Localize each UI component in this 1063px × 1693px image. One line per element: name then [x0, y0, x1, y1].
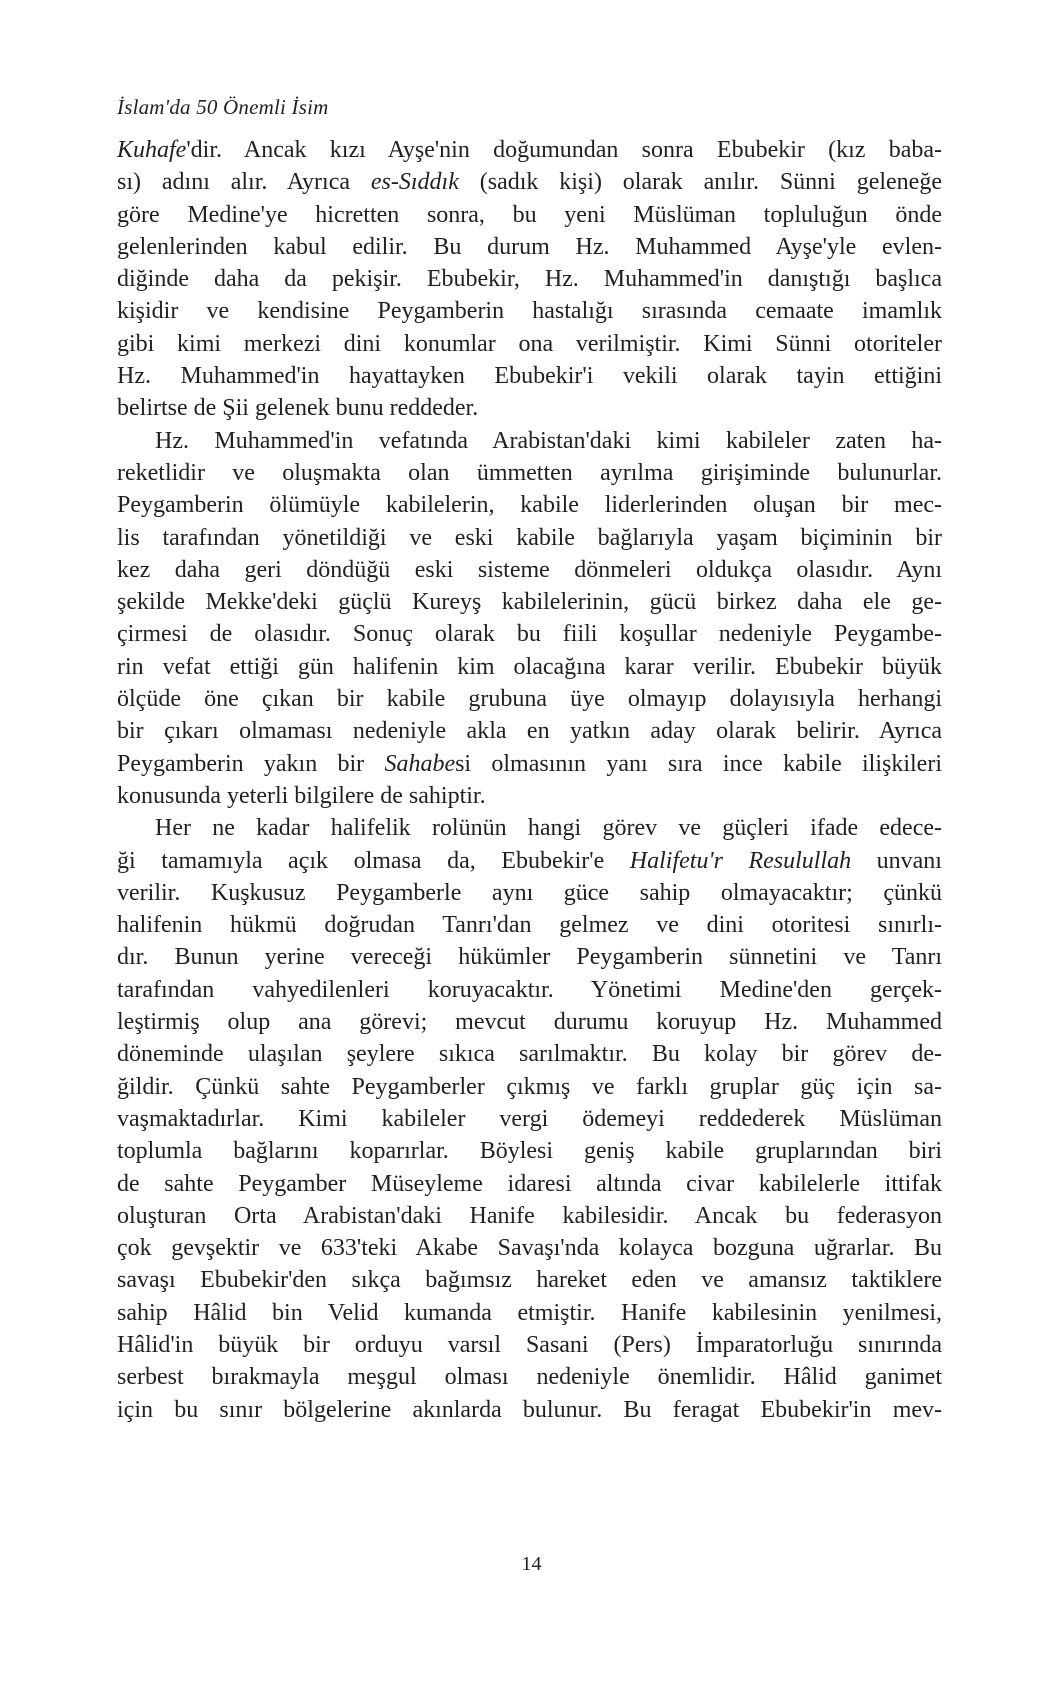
text-run: lis tarafından yönetildiği ve eski kabile bağlarıyla yaşam biçiminin bir	[117, 524, 942, 551]
text-line	[117, 425, 942, 457]
text-line	[117, 199, 942, 231]
text-run: şekilde Mekke'deki güçlü Kureyş kabilelerinin, gücü birkez daha ele ge-	[117, 589, 942, 616]
text-line	[117, 522, 942, 554]
text-run: belirtse de Şii gelenek bunu reddeder.	[117, 395, 479, 422]
text-run: Peygamberin ölümüyle kabilelerin, kabile liderlerinden oluşan bir mec-	[117, 492, 942, 519]
text-run: serbest bırakmayla meşgul olması nedeniyle önemlidir. Hâlid ganimet	[117, 1364, 942, 1391]
text-run: konusunda yeterli bilgilere de sahiptir.	[117, 782, 486, 809]
text-run: 'dir. Ancak kızı Ayşe'nin doğumundan sonra Ebubekir (kız baba-	[186, 137, 942, 163]
paragraph	[117, 812, 942, 1426]
text-run: ği tamamıyla açık olmasa da, Ebubekir'e	[117, 847, 630, 874]
text-run: halifenin hükmü doğrudan Tanrı'dan gelmez ve dini otoritesi sınırlı-	[117, 912, 942, 939]
text-line	[117, 812, 942, 844]
text-line	[117, 360, 942, 392]
text-line	[117, 231, 942, 263]
text-line	[117, 715, 942, 747]
text-run: döneminde ulaşılan şeylere sıkıca sarılmaktır. Bu kolay bir görev de-	[117, 1041, 942, 1068]
text-run: oluşturan Orta Arabistan'daki Hanife kabilesidir. Ancak bu federasyon	[117, 1202, 942, 1229]
text-run: Hz. Muhammed'in hayattayken Ebubekir'i vekili olarak tayin ettiğini	[117, 363, 942, 390]
text-run: sı) adını alır. Ayrıca	[117, 169, 371, 196]
text-line	[117, 845, 942, 877]
text-line	[117, 295, 942, 327]
text-line	[117, 1329, 942, 1361]
text-run: Peygamberin yakın bir	[117, 750, 385, 777]
paragraph	[117, 134, 942, 425]
text-line	[117, 1135, 942, 1167]
text-run: göre Medine'ye hicretten sonra, bu yeni Müslüman topluluğun önde	[117, 201, 942, 228]
text-run: vaşmaktadırlar. Kimi kabileler vergi ödemeyi reddederek Müslüman	[117, 1105, 942, 1132]
text-line	[117, 1361, 942, 1393]
body-text	[117, 134, 942, 1426]
text-line	[117, 1071, 942, 1103]
text-run: Hâlid'in büyük bir orduyu varsıl Sasani (Pers) İmparatorluğu sınırında	[117, 1331, 942, 1358]
text-line	[117, 1103, 942, 1135]
text-run: sahip Hâlid bin Velid kumanda etmiştir. Hanife kabilesinin yenilmesi,	[117, 1299, 942, 1326]
text-line	[117, 941, 942, 973]
text-run: ölçüde öne çıkan bir kabile grubuna üye olmayıp dolayısıyla herhangi	[117, 686, 942, 713]
text-line	[117, 166, 942, 198]
text-run: reketlidir ve oluşmakta olan ümmetten ayrılma girişiminde bulunurlar.	[117, 459, 942, 486]
text-line	[117, 1264, 942, 1296]
text-line	[117, 1038, 942, 1070]
text-run: (sadık kişi) olarak anılır. Sünni geleneğe	[458, 169, 942, 196]
text-line	[117, 909, 942, 941]
text-line	[117, 877, 942, 909]
text-run: rin vefat ettiği gün halifenin kim olacağına karar verilir. Ebubekir büyük	[117, 653, 942, 680]
text-line	[117, 1232, 942, 1264]
text-line	[117, 1168, 942, 1200]
paragraph	[117, 425, 942, 813]
text-run: kişidir ve kendisine Peygamberin hastalığı sırasında cemaate imamlık	[117, 298, 942, 325]
text-line	[117, 1297, 942, 1329]
text-line	[117, 457, 942, 489]
text-line	[117, 1200, 942, 1232]
text-line	[117, 554, 942, 586]
text-run: için bu sınır bölgelerine akınlarda bulunur. Bu feragat Ebubekir'in mev-	[117, 1396, 942, 1423]
text-line	[117, 586, 942, 618]
text-line	[117, 134, 942, 166]
text-run: unvanı	[851, 847, 942, 874]
italic-term: Halifetu'r Resulullah	[629, 847, 852, 874]
text-run: gelenlerinden kabul edilir. Bu durum Hz. Muhammed Ayşe'yle evlen-	[117, 233, 942, 260]
text-line	[117, 1006, 942, 1038]
text-line	[117, 489, 942, 521]
text-line	[117, 328, 942, 360]
text-run: tarafından vahyedilenleri koruyacaktır. Yönetimi Medine'den gerçek-	[117, 976, 942, 1003]
text-run: Her ne kadar halifelik rolünün hangi görev ve güçleri ifade edece-	[155, 815, 942, 842]
text-run: gibi kimi merkezi dini konumlar ona verilmiştir. Kimi Sünni otoriteler	[117, 330, 942, 357]
text-line	[117, 651, 942, 683]
text-run: bir çıkarı olmaması nedeniyle akla en yatkın aday olarak belirir. Ayrıca	[117, 718, 942, 745]
text-run: toplumla bağlarını koparırlar. Böylesi geniş kabile gruplarından biri	[117, 1138, 942, 1165]
text-run: kez daha geri döndüğü eski sisteme dönmeleri oldukça olasıdır. Aynı	[117, 556, 942, 583]
text-line	[117, 748, 942, 780]
italic-term: Sahabe	[384, 750, 456, 777]
text-line	[117, 392, 942, 424]
text-run: leştirmiş olup ana görevi; mevcut durumu koruyup Hz. Muhammed	[117, 1009, 942, 1036]
italic-term: es-Sıddık	[370, 169, 459, 196]
text-run: Hz. Muhammed'in vefatında Arabistan'daki kimi kabileler zaten ha-	[155, 427, 942, 454]
italic-term: Kuhafe	[117, 137, 187, 163]
text-run: si olmasının yanı sıra ince kabile ilişkileri	[455, 750, 942, 777]
text-line	[117, 618, 942, 650]
text-line	[117, 263, 942, 295]
text-line	[117, 683, 942, 715]
text-run: de sahte Peygamber Müseyleme idaresi altında civar kabilelerle ittifak	[117, 1170, 942, 1197]
text-run: diğinde daha da pekişir. Ebubekir, Hz. Muhammed'in danıştığı başlıca	[117, 266, 942, 293]
page-number: 14	[521, 1553, 542, 1575]
text-line	[117, 1394, 942, 1426]
text-run: ğildir. Çünkü sahte Peygamberler çıkmış ve farklı gruplar güç için sa-	[117, 1073, 942, 1100]
text-run: çok gevşektir ve 633'teki Akabe Savaşı'nda kolayca bozguna uğrarlar. Bu	[117, 1235, 942, 1262]
text-run: savaşı Ebubekir'den sıkça bağımsız hareket eden ve amansız taktiklere	[117, 1267, 942, 1294]
text-run: verilir. Kuşkusuz Peygamberle aynı güce sahip olmayacaktır; çünkü	[117, 879, 942, 906]
text-run: dır. Bunun yerine vereceği hükümler Peygamberin sünnetini ve Tanrı	[117, 944, 942, 971]
running-head: İslam'da 50 Önemli İsim	[117, 95, 329, 119]
text-line	[117, 780, 942, 812]
text-line	[117, 974, 942, 1006]
text-run: çirmesi de olasıdır. Sonuç olarak bu fiili koşullar nedeniyle Peygambe-	[117, 621, 942, 648]
